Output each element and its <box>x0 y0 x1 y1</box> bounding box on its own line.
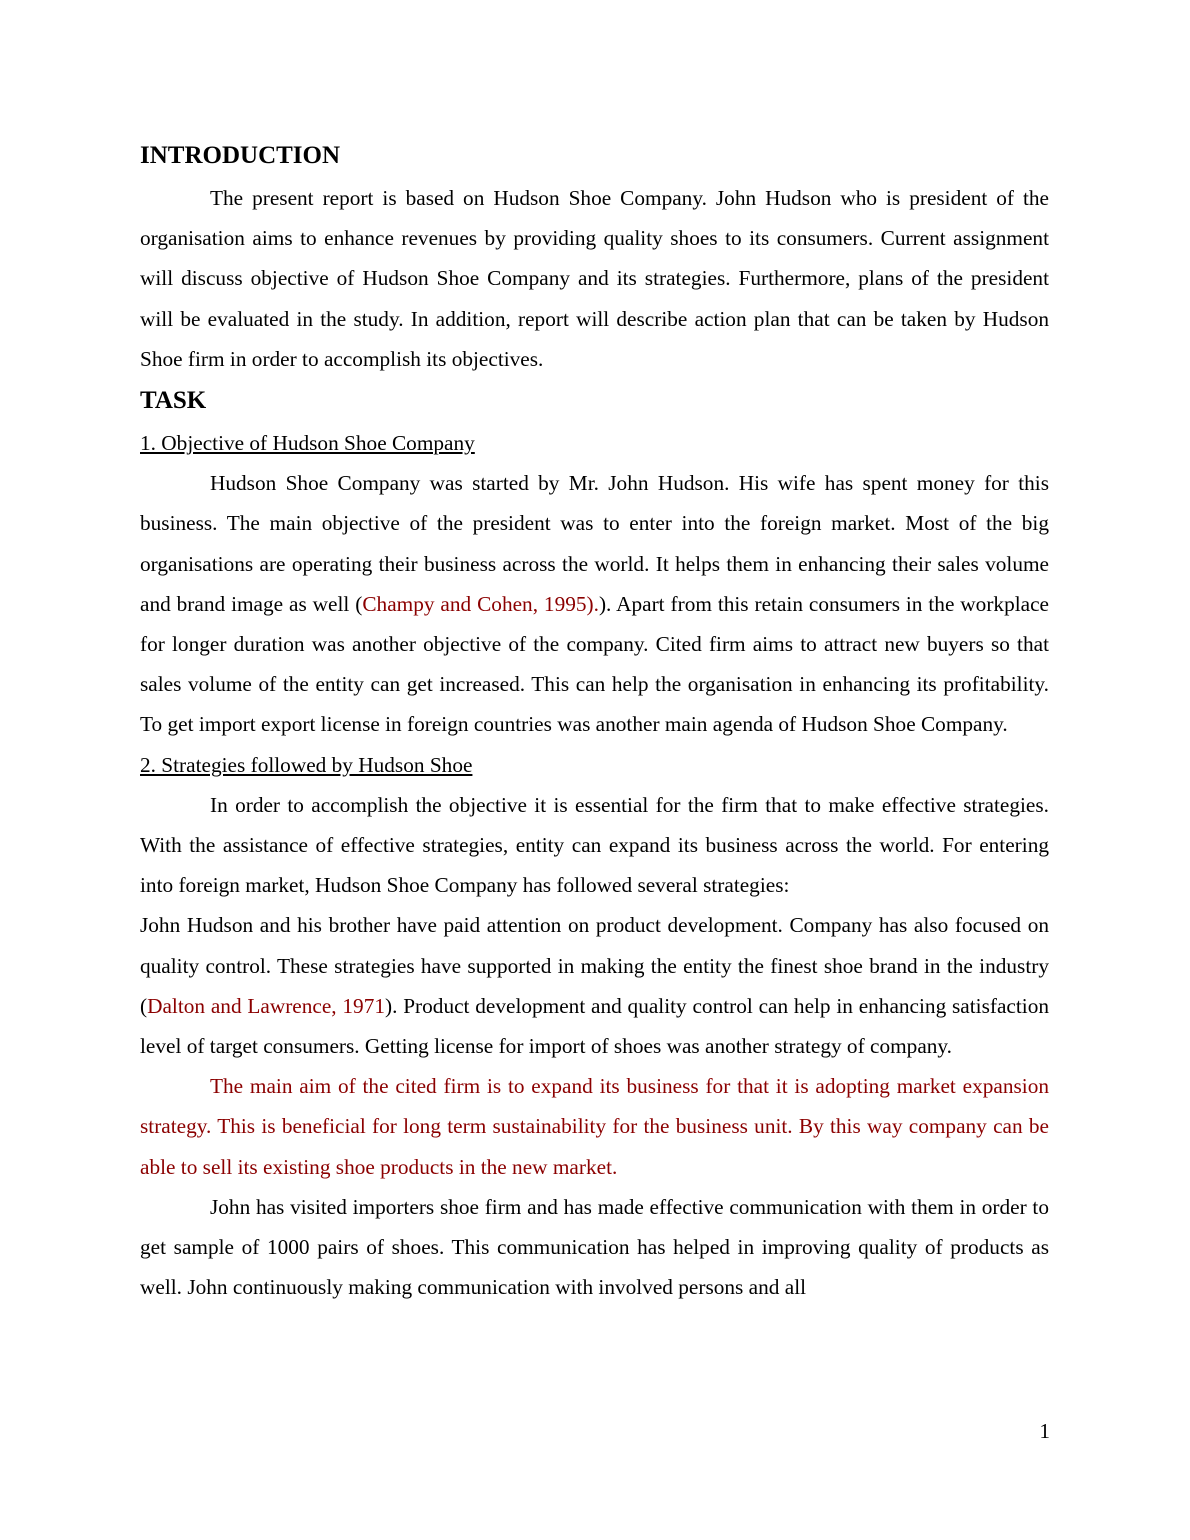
section1-paragraph <box>140 463 1049 744</box>
section2-paragraph-4: John has visited importers shoe firm and has made effective communication with them in order to get sample of 1000 pairs of shoes. This communication has helped in improving quality of products as well. John continuously making communication with involved persons and all <box>140 1194 1049 1300</box>
section2-paragraph-1: In order to accomplish the objective it is essential for the firm that to make effective strategies. With the assistance of effective strategies, entity can expand its business across the world. For entering into foreign market, Hudson Shoe Company has followed several strategies: <box>140 792 1049 898</box>
introduction-heading: INTRODUCTION <box>140 142 341 169</box>
section2-text-part1: John Hudson and his brother have paid attention on product development. Company has also focused on quality control. These strategies have supported in making the entity the finest shoe brand in the industry ( <box>140 913 1049 1018</box>
section2-paragraph-3-highlighted: The main aim of the cited firm is to expand its business for that it is adopting market expansion strategy. This is beneficial for long term sustainability for the business unit. By this way company can be able to sell its existing shoe products in the new market. <box>140 1074 1049 1179</box>
section1-text-part2: ). Apart from this retain consumers in the workplace for longer duration was another objective of the company. Cited firm aims to attract new buyers so that sales volume of the entity can get increased. This can help the organisation in enhancing its profitability. To get import export license in foreign countries was another main agenda of Hudson Shoe Company. <box>140 591 1049 737</box>
section1-text-part1: Hudson Shoe Company was started by Mr. John Hudson. His wife has spent money for this business. The main objective of the president was to enter into the foreign market. Most of the big organisations are operating their business across the world. It helps them in enhancing their sales volume and brand image as well ( <box>140 471 1049 616</box>
introduction-paragraph: The present report is based on Hudson Shoe Company. John Hudson who is president of the organisation aims to enhance revenues by providing quality shoes to its consumers. Current assignment will discuss objective of Hudson Shoe Company and its strategies. Furthermore, plans of the president will be evaluated in the study. In addition, report will describe action plan that can be taken by Hudson Shoe firm in order to accomplish its objectives. <box>140 186 1049 371</box>
section2-paragraph-2 <box>140 905 1049 1066</box>
citation-dalton-lawrence: Dalton and Lawrence, 1971 <box>147 993 386 1018</box>
section1-heading: 1. Objective of Hudson Shoe Company <box>140 431 475 456</box>
page-content <box>140 138 1049 1307</box>
section2-text-part2: ). Product development and quality control can help in enhancing satisfaction level of target consumers. Getting license for import of shoes was another strategy of company. <box>140 993 1049 1059</box>
citation-champy-cohen: Champy and Cohen, 1995). <box>362 591 599 616</box>
page-number: 1 <box>1039 1419 1050 1443</box>
task-heading: TASK <box>140 387 207 415</box>
section2-heading: 2. Strategies followed by Hudson Shoe <box>140 752 473 777</box>
